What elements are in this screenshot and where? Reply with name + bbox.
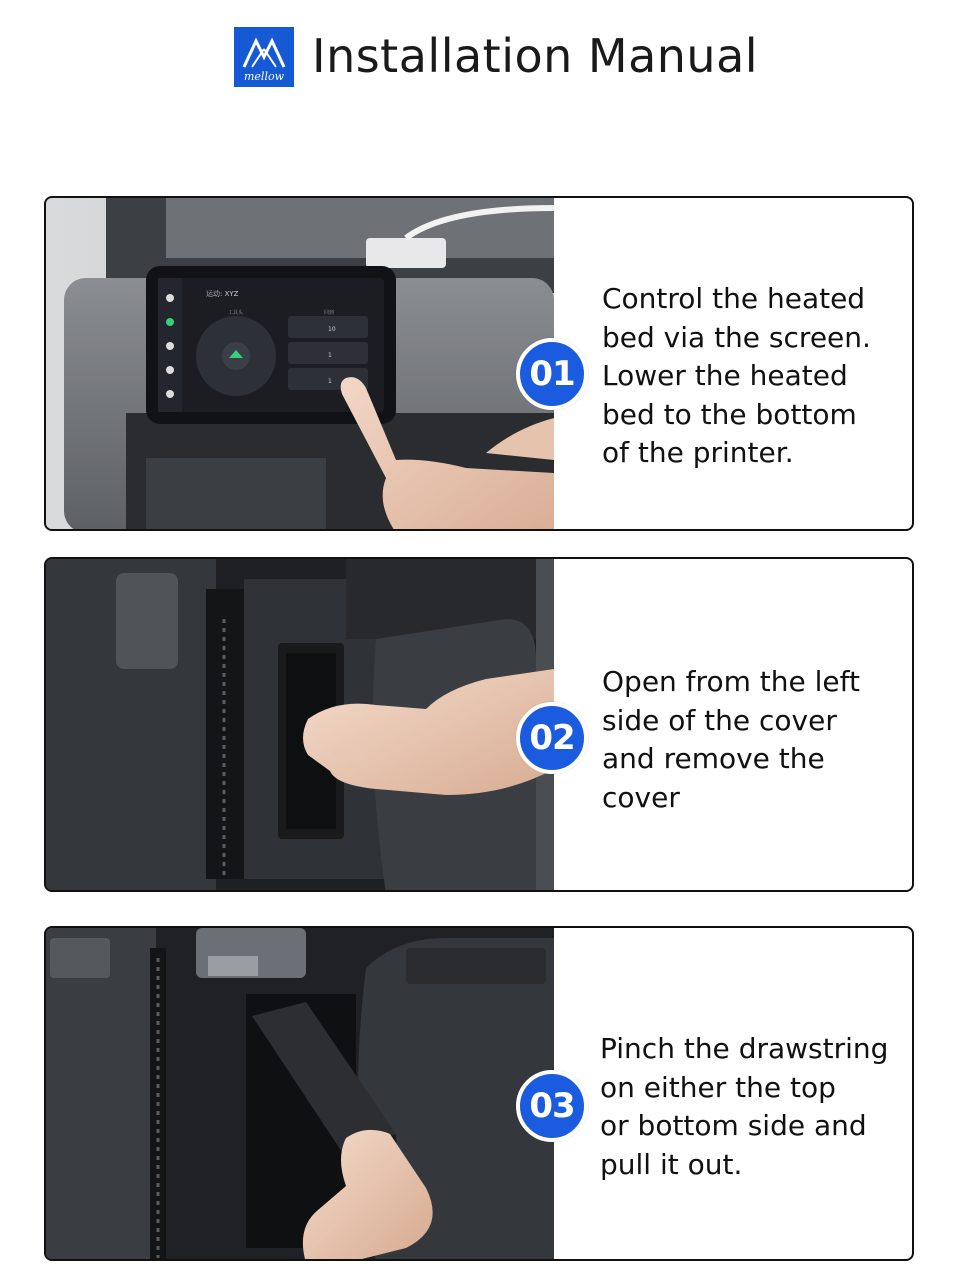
screen-button-1: 10 <box>328 326 336 333</box>
page-title: Installation Manual <box>312 29 759 83</box>
screen-button-3: 1 <box>328 378 332 385</box>
mellow-logo-icon <box>234 27 294 87</box>
step-3-photo <box>46 928 554 1259</box>
screen-title: 运动: XYZ <box>206 290 239 298</box>
step-2-description: Open from the left side of the cover and remove the cover <box>602 665 860 814</box>
step-2-card <box>44 557 914 892</box>
step-1-description: Control the heated bed via the screen. Lower the heated bed to the bottom of the printer. <box>602 282 871 469</box>
step-2-photo <box>46 559 554 890</box>
screen-button-2: 1 <box>328 352 332 359</box>
step-1-card <box>44 196 914 531</box>
step-3-number-badge: 03 <box>516 1070 588 1142</box>
screen-right-label: 回到 <box>324 310 335 316</box>
step-2-number-badge: 02 <box>516 702 588 774</box>
page-header <box>0 22 960 92</box>
mellow-logo <box>234 27 294 87</box>
logo-wordmark: mellow <box>243 70 285 83</box>
step-3-description: Pinch the drawstring on either the top or bottom side and pull it out. <box>600 1032 889 1181</box>
step-1-photo <box>46 198 554 529</box>
step-3-card <box>44 926 914 1261</box>
screen-left-label: 工具头 <box>228 310 244 316</box>
step-1-number-badge: 01 <box>516 338 588 410</box>
